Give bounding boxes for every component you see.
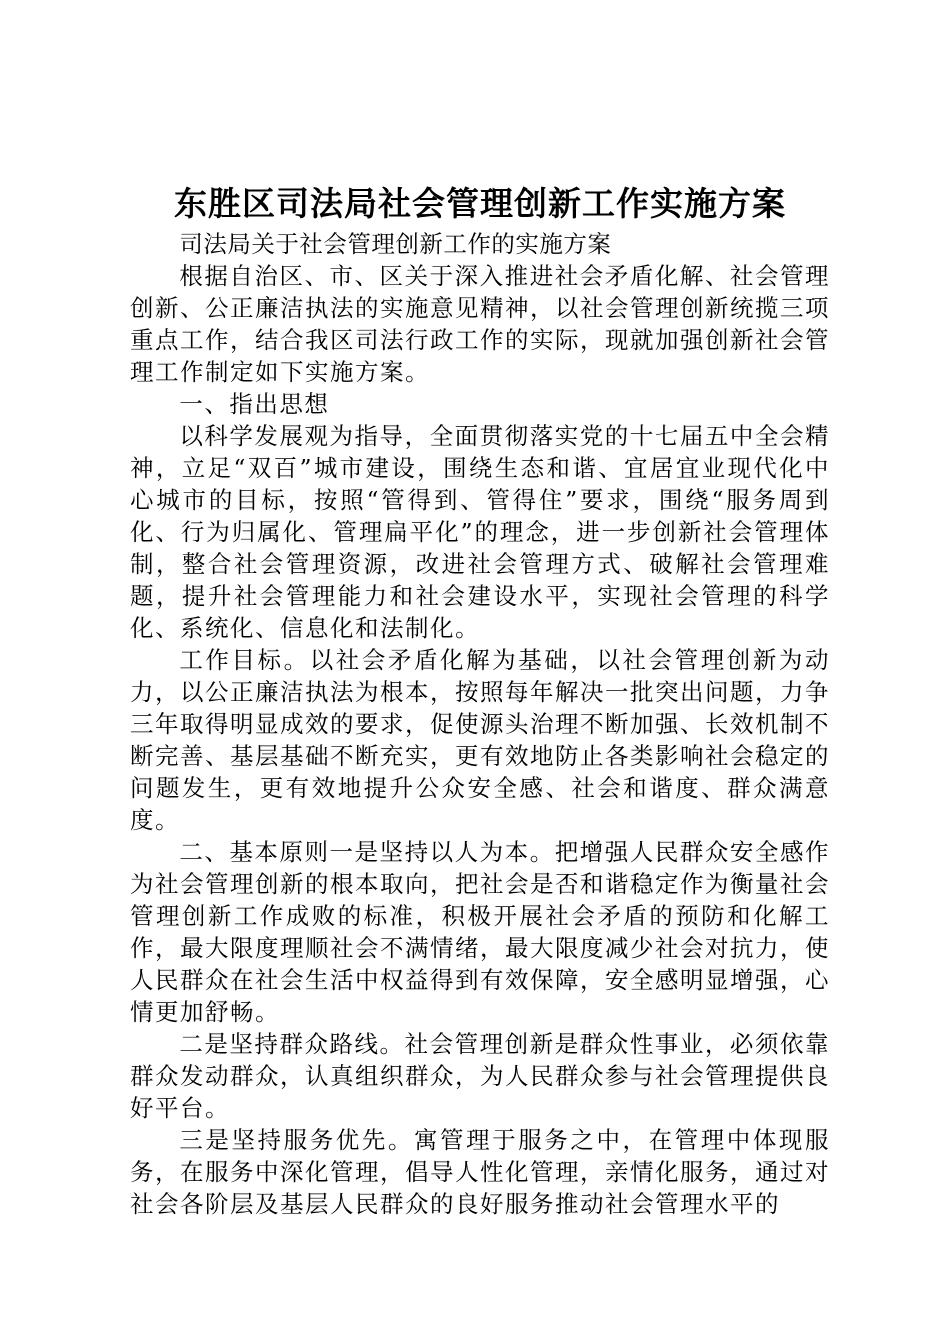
document-page [130,180,830,1220]
document-subtitle: 司法局关于社会管理创新工作的实施方案 [179,230,612,258]
paragraph-work-goals: 工作目标。以社会矛盾化解为基础，以社会管理创新为动力，以公正廉洁执法为根本，按照每年解决一批突出问题，力争三年取得明显成效的要求，促使源头治理不断加强、长效机制不断完善、基层基础不断充实，更有效地防止各类影响社会稳定的问题发生，更有效地提升公众安全感、社会和谐度、群众满意度。 [130,646,830,834]
paragraph-principle-three: 三是坚持服务优先。寓管理于服务之中，在管理中体现服务，在服务中深化管理，倡导人性化管理，亲情化服务，通过对社会各阶层及基层人民群众的良好服务推动社会管理水平的 [130,1126,830,1218]
document-title: 东胜区司法局社会管理创新工作实施方案 [174,184,786,223]
paragraph-principle-two: 二是坚持群众路线。社会管理创新是群众性事业，必须依靠群众发动群众，认真组织群众，为人民群众参与社会管理提供良好平台。 [130,1030,830,1122]
section-heading-guiding-thought: 一、指出思想 [179,390,330,418]
paragraph-principle-one: 二、基本原则一是坚持以人为本。把增强人民群众安全感作为社会管理创新的根本取向，把社会是否和谐稳定作为衡量社会管理创新工作成败的标准，积极开展社会矛盾的预防和化解工作，最大限度理顺社会不满情绪，最大限度减少社会对抗力，使人民群众在社会生活中权益得到有效保障，安全感明显增强，心情更加舒畅。 [130,838,830,1026]
paragraph-intro: 根据自治区、市、区关于深入推进社会矛盾化解、社会管理创新、公正廉洁执法的实施意见精神，以社会管理创新统揽三项重点工作，结合我区司法行政工作的实际，现就加强创新社会管理工作制定如下实施方案。 [130,262,830,386]
paragraph-guiding-thought: 以科学发展观为指导，全面贯彻落实党的十七届五中全会精神，立足“双百”城市建设，围绕生态和谐、宜居宜业现代化中心城市的目标，按照“管得到、管得住”要求，围绕“服务周到化、行为归属化、管理扁平化”的理念，进一步创新社会管理体制，整合社会管理资源，改进社会管理方式、破解社会管理难题，提升社会管理能力和社会建设水平，实现社会管理的科学化、系统化、信息化和法制化。 [130,422,830,642]
